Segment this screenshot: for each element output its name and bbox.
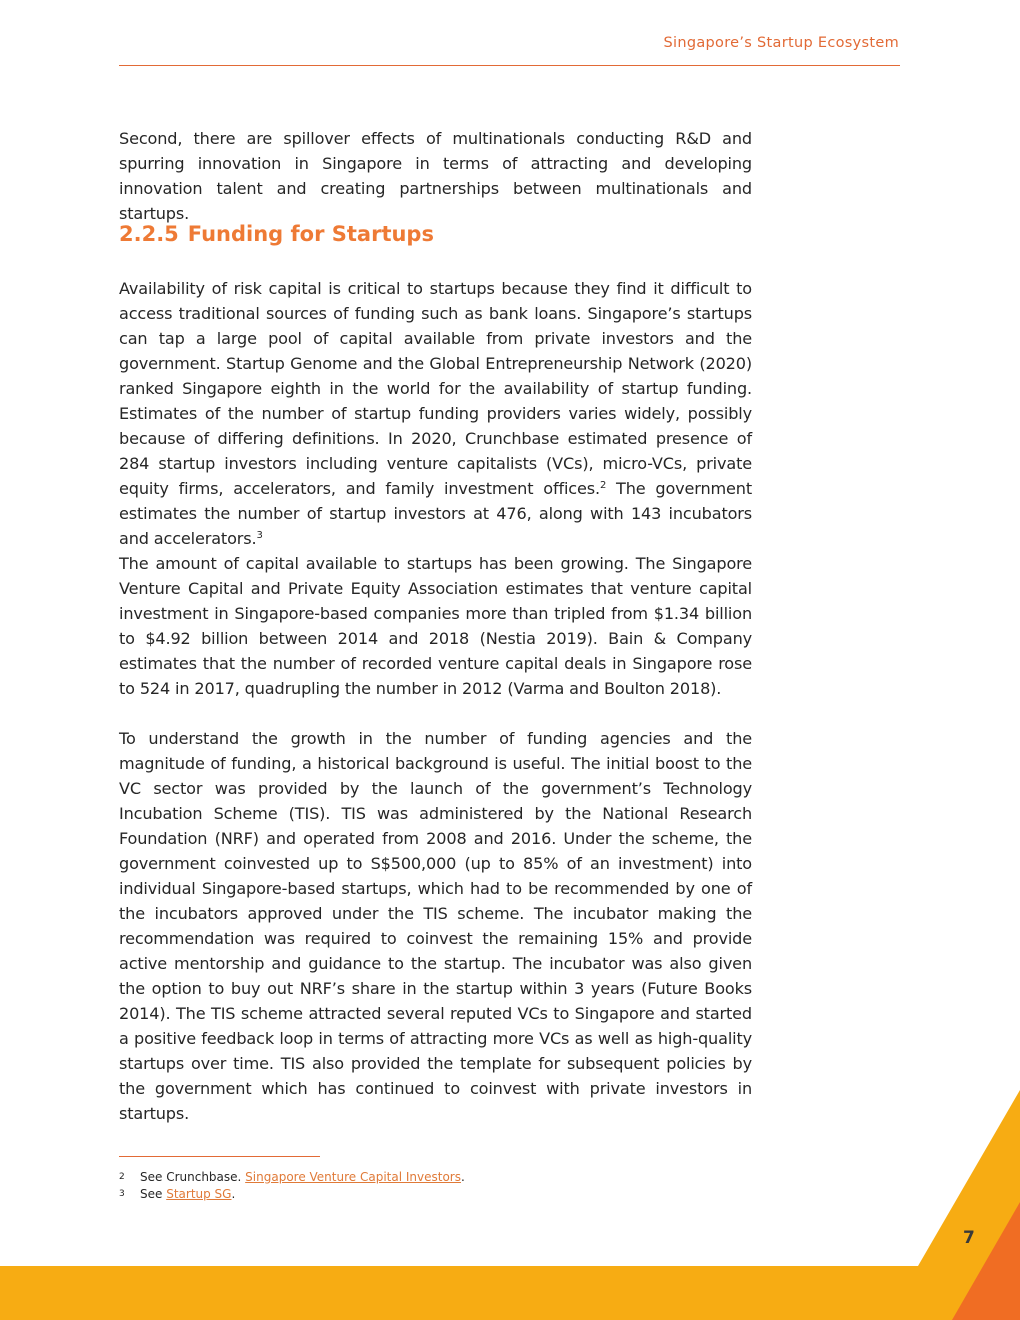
footnote-prefix: See xyxy=(140,1187,167,1201)
footnote-suffix: . xyxy=(231,1187,236,1201)
paragraph-text-part: The government estimates the number of startup investors at 476, along with 143 incubators and accelerators. xyxy=(119,479,752,548)
intro-paragraph-text: Second, there are spillover effects of multinationals conducting R&D and spurring innovation in Singapore in terms of attracting and developing innovation talent and creating partnerships between multinationals and startups. xyxy=(119,129,752,223)
paragraph-historical-background-text: To understand the growth in the number of funding agencies and the magnitude of funding, a historical background is useful. The initial boost to the VC sector was provided by the launch of the government’s Technology Incubation Scheme (TIS). TIS was administered by the National Research Foundation (NRF) and operated from 2008 and 2016. Under the scheme, the government coinvested up to S$500,000 (up to 85% of an investment) into individual Singapore-based startups, which had to be recommended by one of the incubators approved under the TIS scheme. The incubator making the recommendation was required to coinvest the remaining 15% and provide active mentorship and guidance to the startup. The incubator was also given the option to buy out NRF’s share in the startup within 3 years (Future Books 2014). The TIS scheme attracted several reputed VCs to Singapore and started a positive feedback loop in terms of attracting more VCs as well as high-quality startups over time. TIS also provided the template for subsequent policies by the government which has continued to coinvest with private investors in startups. xyxy=(119,729,752,1123)
footnote-number: 3 xyxy=(119,1189,125,1199)
section-number: 2.2.5 xyxy=(119,222,179,246)
footnote-link[interactable]: Startup SG xyxy=(166,1187,232,1201)
footnote-prefix: See Crunchbase. xyxy=(140,1170,246,1184)
running-header: Singapore’s Startup Ecosystem xyxy=(663,35,899,51)
page-number: 7 xyxy=(963,1228,975,1248)
footnote-ref[interactable]: 3 xyxy=(256,530,263,541)
footnote-link[interactable]: Singapore Venture Capital Investors xyxy=(245,1170,461,1184)
footnote-ref[interactable]: 2 xyxy=(599,480,607,491)
yellow-band xyxy=(0,1090,1020,1320)
footnote-number: 2 xyxy=(119,1172,125,1182)
section-title: Funding for Startups xyxy=(187,222,434,246)
paragraph-capital-growth-text: The amount of capital available to startups has been growing. The Singapore Venture Capital and Private Equity Association estimates that venture capital investment in Singapore-based companies more than tripled from $1.34 billion to $4.92 billion between 2014 and 2018 (Nestia 2019). Bain & Company estimates that the number of recorded venture capital deals in Singapore rose to 524 in 2017, quadrupling the number in 2012 (Varma and Boulton 2018). xyxy=(119,554,752,698)
footnote-suffix: . xyxy=(460,1170,465,1184)
paragraph-text-part: Availability of risk capital is critical to startups because they find it difficult to access traditional sources of funding such as bank loans. Singapore’s startups can tap a large pool of capital available from private investors and the government. Startup Genome and the Global Entrepreneurship Network (2020) ranked Singapore eighth in the world for the availability of startup funding. Estimates of the number of startup funding providers varies widely, possibly because of differing definitions. In 2020, Crunchbase estimated presence of 284 startup investors including venture capitalists (VCs), micro-VCs, private equity firms, accelerators, and family investment offices. xyxy=(119,279,752,498)
